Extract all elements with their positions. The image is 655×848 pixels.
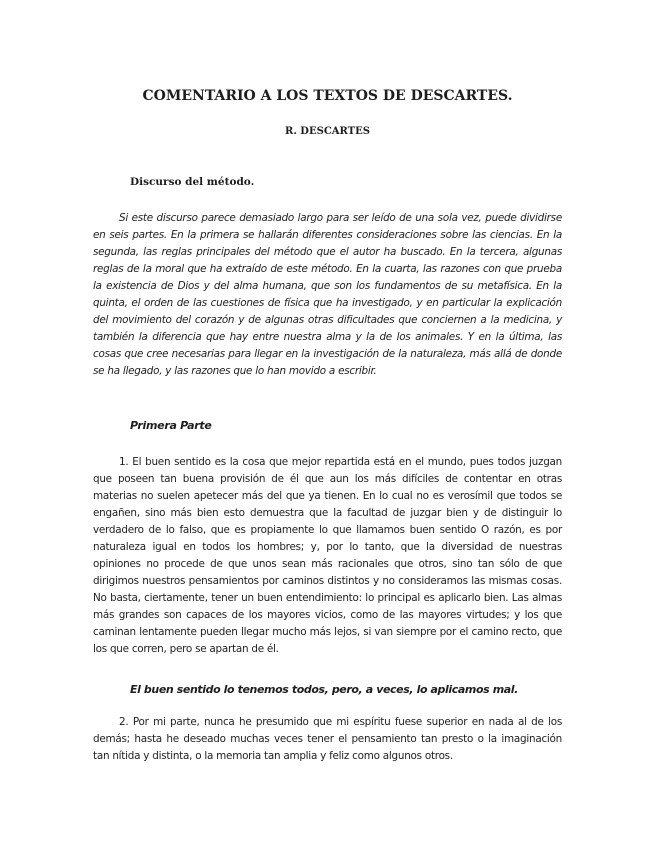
document-author: R. DESCARTES [285, 126, 370, 137]
section-heading: Discurso del método. [130, 176, 255, 188]
document-title: COMENTARIO A LOS TEXTOS DE DESCARTES. [142, 88, 513, 104]
paragraph-1: 1. El buen sentido es la cosa que mejor repartida está en el mundo, pues todos juzgan que poseen tan buena provisión de él que aun los más difíciles de contentar en otras materias no suelen apetecer más del que ya tienen. En lo cual no es verosímil que todos se engañen, sino más bien esto demuestra que la facultad de juzgar bien y de distinguir lo verdadero de lo falso, que es propiamente lo que llamamos buen sentido O razón, es por naturaleza igual en todos los hombres; y, por lo tanto, que la diversidad de nuestras opiniones no procede de que unos sean más racionales que otros, sino tan sólo de que dirigimos nuestros pensamientos por caminos distintos y no consideramos las mismas cosas. No basta, ciertamente, tener un buen entendimiento: lo principal es aplicarlo bien. Las almas más grandes son capaces de los mayores vicios, como de las mayores virtudes; y los que caminan lentamente pueden llegar mucho más lejos, si van siempre por el camino recto, que los que corren, pero se apartan de él. [93, 456, 562, 655]
part-heading: Primera Parte [130, 419, 212, 432]
intro-paragraph: Si este discurso parece demasiado largo para ser leído de una sola vez, puede dividirse en seis partes. En la primera se hallarán diferentes consideraciones sobre las ciencias. En la segunda, las reglas principales del método que el autor ha buscado. En la tercera, algunas reglas de la moral que ha extraído de este método. En la cuarta, las razones con que prueba la existencia de Dios y del alma humana, que son los fundamentos de su metafísica. En la quinta, el orden de las cuestiones de física que ha investigado, y en particular la explicación del movimiento del corazón y de algunas otras dificultades que conciernen a la medicina, y también la diferencia que hay entre nuestra alma y la de los animales. Y en la última, las cosas que cree necesarias para llegar en la investigación de la naturaleza, más allá de donde se ha llegado, y las razones que lo han movido a escribir. [93, 212, 562, 377]
highlight-heading: El buen sentido lo tenemos todos, pero, a veces, lo aplicamos mal. [130, 683, 518, 696]
paragraph-2: 2. Por mi parte, nunca he presumido que mi espíritu fuese superior en nada al de los demás; hasta he deseado muchas veces tener el pensamiento tan presto o la imaginación tan nítida y distinta, o la memoria tan amplia y feliz como algunos otros. [93, 716, 562, 762]
